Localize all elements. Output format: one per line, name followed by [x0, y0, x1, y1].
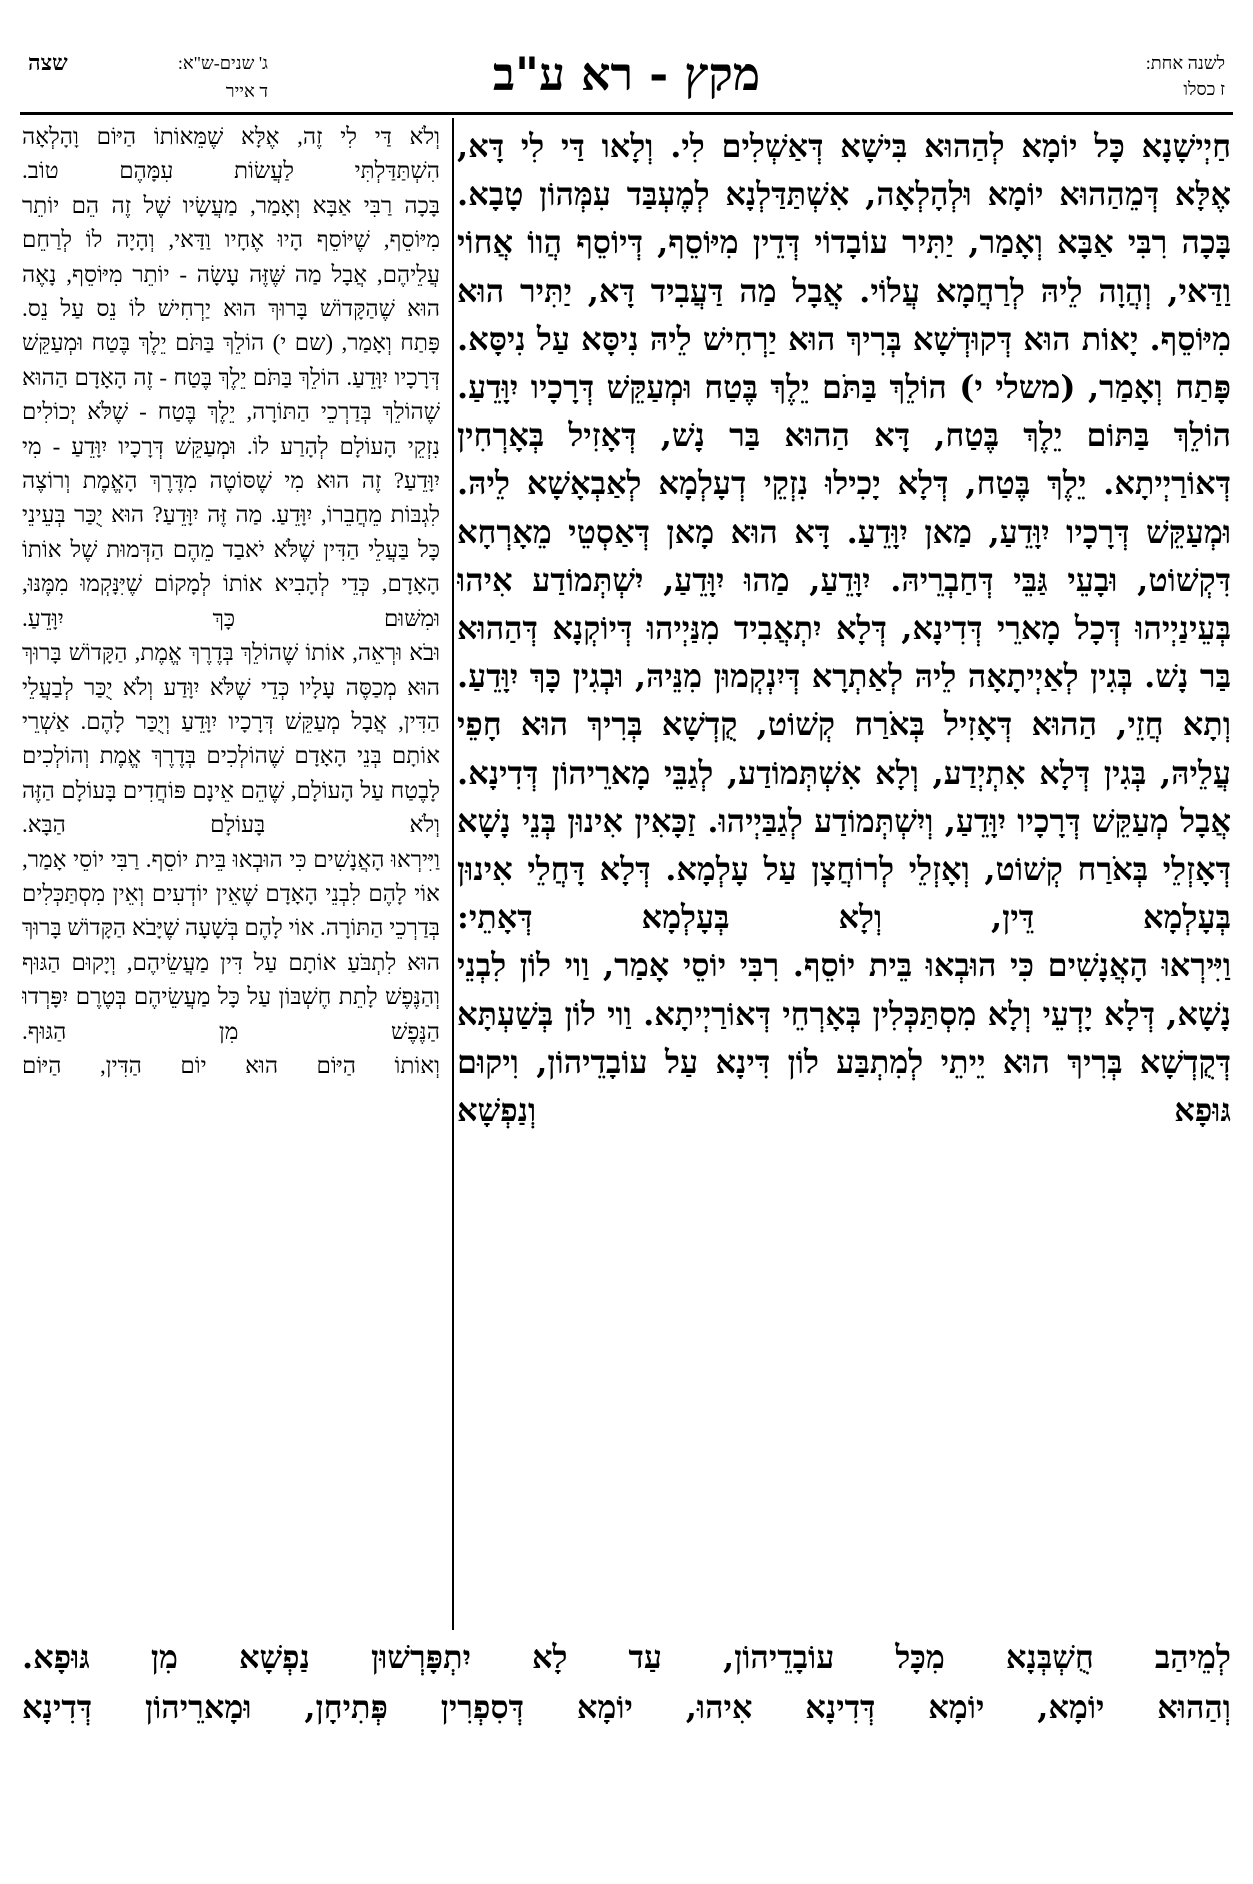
- main-paragraph: בָּכָה רִבִּי אַבָּא וְאָמַר, יַתִּיר עוֹבָדוֹי דְּדֵין מִיּוֹסֵף, דְּיוֹסֵף הֲווֹ אֲחוֹי וַדַּאי, וְהֲוָה לֵיהּ לְרַחֲמָא עֲלוֹי. אֲבָל מַה דַּעֲבִיד דָּא, יַתִּיר הוּא מִיּוֹסֵף. יָאוֹת הוּא דְּקוּדְשָׁא בְּרִיךְ הוּא יַרְחִישׁ לֵיהּ נִיסָּא עַל נִיסָּא.: [457, 223, 1231, 358]
- main-paragraph: פָּתַח וְאָמַר, (משלי י) הוֹלֵךְ בַּתֹּם יֵלֶךְ בֶּטַח וּמְעַקֵּשׁ דְּרָכָיו יִוָּדֵעַ. הוֹלֵךְ בַּתּוֹם יֵלֶךְ בֶּטַח, דָּא הַהוּא בַּר נָשׁ, דְּאָזִיל בְּאָרְחִין דְּאוֹרַיְיתָא. יֵלֶךְ בֶּטַח, דְּלָא יָכִילוּ נִזְקֵי דְעָלְמָא לְאַבְאָשָׁא לֵיהּ. וּמְעַקֵּשׁ דְּרָכָיו יִוָּדֵעַ, מַאן יִוָּדֵעַ. דָּא הוּא מָאן דְּאַסְטֵי מֵאָרְחָא דִּקְשׁוֹט, וּבָעֵי גַּבֵּי דְּחַבְרֵיהּ. יִוָּדֵעַ, מַהוּ יִוָּדֵעַ, יִשְׁתְּמוֹדַע אִיהוּ בְּעֵינַיְיהוּ דְּכָל מָארֵי דְּדִינָא, דְּלָא יִתְאֲבִיד מִנַּיְיהוּ דְּיוֹקְנָא דְּהַהוּא בַּר נָשׁ. בְּגִין לְאַיְיתָאָה לֵיהּ לְאַתְרָא דְּיִנְקְמוּן מִנֵּיהּ, וּבְגִין כָּךְ יִוָּדֵעַ.: [457, 368, 1231, 696]
- translation-paragraph: וְלֹא דַּי לִי זֶה, אֶלָּא שֶׁמֵּאוֹתוֹ הַיּוֹם וָהָלְאָה הִשְׁתַּדַּלְתִּי לַעֲשׂוֹת עִמָּהֶם טוֹב.: [22, 124, 440, 184]
- header-right-line1: לשנה אחת:: [1145, 53, 1225, 73]
- translation-paragraph: וּבֹא וּרְאֵה, אוֹתוֹ שֶׁהוֹלֵךְ בְּדֶרֶךְ אֱמֶת, הַקָּדוֹשׁ בָּרוּךְ הוּא מְכַסֶּה עָלָיו כְּדֵי שֶׁלֹּא יִוָּדַע וְלֹא יֻכַּר לְבַעֲלֵי הַדִּין, אֲבָל מְעַקֵּשׁ דְּרָכָיו יִוָּדֵעַ וְיֻכַּר לָהֶם. אַשְׁרֵי אוֹתָם בְּנֵי הָאָדָם שֶׁהוֹלְכִים בְּדֶרֶךְ אֱמֶת וְהוֹלְכִים לָבֶטַח עַל הָעוֹלָם, שֶׁהֵם אֵינָם פּוֹחֲדִים בָּעוֹלָם הַזֶּה וְלֹא בָּעוֹלָם הַבָּא.: [22, 640, 440, 838]
- header-divider: [20, 112, 1233, 115]
- main-paragraph: וְתָא חֲזֵי, הַהוּא דְּאָזִיל בְּאֹרַח קְשׁוֹט, קֻדְשָׁא בְּרִיךְ הוּא חָפֵי עֲלֵיהּ, בְּגִין דְּלָא אִתְיְדַע, וְלָא אִשְׁתְּמוֹדַע, לְגַבֵּי מָארֵיהוֹן דְּדִינָא. אֲבָל מְעַקֵּשׁ דְּרָכָיו יִוָּדֵעַ, וְיִשְׁתְּמוֹדַע לְגַבַּיְיהוּ. זַכָּאִין אִינוּן בְּנֵי נָשָׁא דְּאָזְלֵי בְּאֹרַח קְשׁוֹט, וְאָזְלֵי לְרוֹחֲצָן עַל עָלְמָא. דְּלָא דָּחֲלֵי אִינוּן בְּעָלְמָא דֵּין, וְלָא בְּעָלְמָא דְּאָתֵי:: [457, 705, 1231, 937]
- main-paragraph: וַיִּירְאוּ הָאֲנָשִׁים כִּי הוּבְאוּ בֵּית יוֹסֵף. רִבִּי יוֹסֵי אָמַר, וַוי לוֹן לִבְנֵי נָשָׁא, דְּלָא יָדְעֵי וְלָא מִסְתַּכְּלִין בְּאָרְחֵי דְּאוֹרַיְיתָא. וַוי לוֹן בְּשַׁעְתָּא דְּקֻדְשָׁא בְּרִיךְ הוּא יֵיתֵי לְמִתְבַּע לוֹן דִּינָא עַל עוֹבָדֵיהוֹן, וִיקוּם גּוּפָא וְנַפְשָׁא: [457, 946, 1231, 1130]
- header-left-line2: ד אייר: [225, 81, 268, 101]
- main-paragraph: חַיְישָׁנָא כָּל יוֹמָא לְהַהוּא בִּישָׁא דְּאַשְׁלִים לִי. וְלָאו דַּי לִי דָּא, אֶלָּא דְּמֵהַהוּא יוֹמָא וּלְהָלְאָה, אִשְׁתַּדַּלְנָא לְמֶעְבַּד עִמְּהוֹן טָבָא.: [457, 127, 1231, 214]
- page-number: שצה: [28, 50, 68, 75]
- page-title: מקץ - רא ע"ב: [492, 47, 761, 101]
- column-divider: [452, 118, 454, 1630]
- translation-paragraph: פָּתַח וְאָמַר, (שם י) הוֹלֵךְ בַּתֹּם יֵלֶךְ בֶּטַח וּמְעַקֵּשׁ דְּרָכָיו יִוָּדֵעַ. הוֹלֵךְ בַּתֹּם יֵלֶךְ בֶּטַח - זֶה הָאָדָם הַהוּא שֶׁהוֹלֵךְ בְּדַרְכֵי הַתּוֹרָה, יֵלֶךְ בֶּטַח - שֶׁלֹּא יְכוֹלִים נִזְקֵי הָעוֹלָם לְהָרַע לוֹ. וּמְעַקֵּשׁ דְּרָכָיו יִוָּדֵעַ - מִי יִוָּדֵעַ? זֶה הוּא מִי שֶׁסּוֹטֶה מִדֶּרֶךְ הָאֱמֶת וְרוֹצֶה לִגְבּוֹת מֵחֲבֵרוֹ, יִוָּדֵעַ. מַה זֶּה יִוָּדֵעַ? הוּא יֻכַּר בְּעֵינֵי כָּל בַּעֲלֵי הַדִּין שֶׁלֹּא יֹאבַד מֵהֶם הַדְּמוּת שֶׁל אוֹתוֹ הָאָדָם, כְּדֵי לְהָבִיא אוֹתוֹ לְמָקוֹם שֶׁיִּנָּקְמוּ מִמֶּנּוּ, וּמִשּׁוּם כָּךְ יִוָּדֵעַ.: [22, 330, 440, 631]
- header-right-line2: ז כסלו: [1183, 79, 1225, 99]
- full-width-line: לְמֵיהַב חֻשְׁבְּנָא מִכָּל עוֹבָדֵיהוֹן, עַד לָא יִתְפָּרְשׁוּן נַפְשָׁא מִן גּוּפָא.: [22, 1638, 1231, 1676]
- translation-paragraph: וַיִּירְאוּ הָאֲנָשִׁים כִּי הוּבְאוּ בֵּית יוֹסֵף. רַבִּי יוֹסֵי אָמַר, אוֹי לָהֶם לִבְנֵי הָאָדָם שֶׁאֵין יוֹדְעִים וְאֵין מִסְתַּכְּלִים בְּדַרְכֵי הַתּוֹרָה. אוֹי לָהֶם בְּשָׁעָה שֶׁיָּבֹא הַקָּדוֹשׁ בָּרוּךְ הוּא לִתְבֹּעַ אוֹתָם עַל דִּין מַעֲשֵׂיהֶם, וְיָקוּם הַגּוּף וְהַנֶּפֶשׁ לָתֵת חֶשְׁבּוֹן עַל כָּל מַעֲשֵׂיהֶם בְּטֶרֶם יִפָּרְדוּ הַנֶּפֶשׁ מִן הַגּוּף.: [22, 846, 440, 1044]
- translation-column: [22, 120, 440, 1628]
- header-left-line1: ג' שנים-ש"א:: [177, 53, 268, 73]
- main-text-column: [457, 122, 1231, 1622]
- translation-paragraph: בָּכָה רַבִּי אַבָּא וְאָמַר, מַעֲשָׂיו שֶׁל זֶה הֵם יוֹתֵר מִיּוֹסֵף, שֶׁיּוֹסֵף הָיוּ אֶחָיו וַדַּאי, וְהָיָה לוֹ לְרַחֵם עֲלֵיהֶם, אֲבָל מַה שֶּׁזֶּה עָשָׂה - יוֹתֵר מִיּוֹסֵף, נָאֶה הוּא שֶׁהַקָּדוֹשׁ בָּרוּךְ הוּא יַרְחִישׁ לוֹ נֵס עַל נֵס.: [22, 192, 440, 322]
- full-width-line: וְהַהוּא יוֹמָא, יוֹמָא דְּדִינָא אִיהוּ, יוֹמָא דְּסִפְרִין פְּתִיחָן, וּמָארֵיהוֹן דְּדִינָא: [22, 1688, 1231, 1726]
- translation-paragraph: וְאוֹתוֹ הַיּוֹם הוּא יוֹם הַדִּין, הַיּוֹם: [22, 1052, 440, 1078]
- page-header: [20, 40, 1233, 118]
- header-right-block: [1025, 50, 1225, 102]
- full-width-text: [22, 1632, 1231, 1742]
